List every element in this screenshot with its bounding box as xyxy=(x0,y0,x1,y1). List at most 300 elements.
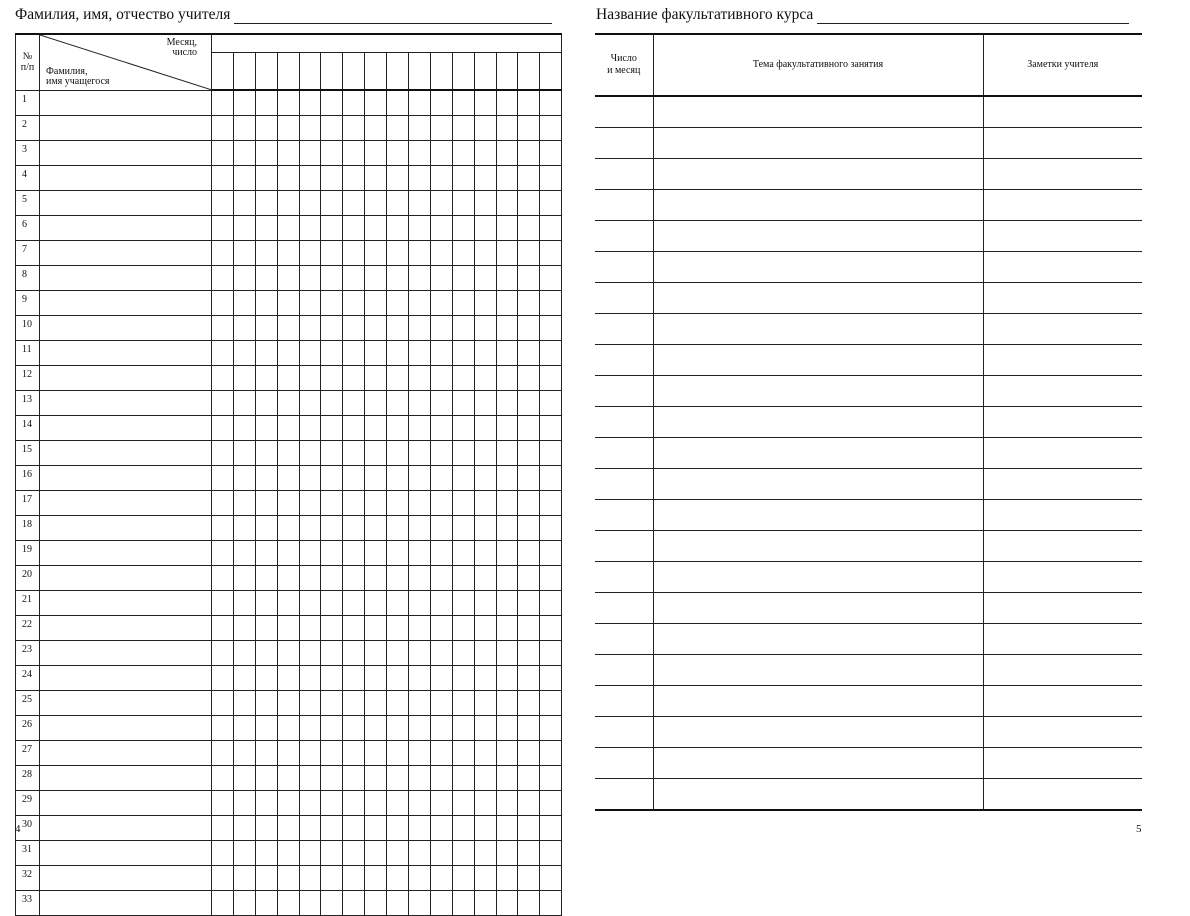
teacher-notes-cell[interactable] xyxy=(983,562,1142,593)
student-name-cell[interactable] xyxy=(40,140,212,165)
attendance-cell[interactable] xyxy=(277,790,299,815)
attendance-cell[interactable] xyxy=(277,540,299,565)
attendance-cell[interactable] xyxy=(233,315,255,340)
lesson-topic-cell[interactable] xyxy=(653,376,983,407)
attendance-cell[interactable] xyxy=(212,265,234,290)
attendance-cell[interactable] xyxy=(474,115,496,140)
student-name-cell[interactable] xyxy=(40,265,212,290)
attendance-cell[interactable] xyxy=(343,290,365,315)
attendance-cell[interactable] xyxy=(321,565,343,590)
attendance-cell[interactable] xyxy=(518,740,540,765)
lesson-date-cell[interactable] xyxy=(595,531,653,562)
attendance-cell[interactable] xyxy=(277,265,299,290)
attendance-cell[interactable] xyxy=(299,515,321,540)
attendance-cell[interactable] xyxy=(343,640,365,665)
attendance-cell[interactable] xyxy=(299,765,321,790)
attendance-cell[interactable] xyxy=(409,590,431,615)
attendance-cell[interactable] xyxy=(430,315,452,340)
attendance-cell[interactable] xyxy=(321,515,343,540)
lesson-date-cell[interactable] xyxy=(595,655,653,686)
attendance-cell[interactable] xyxy=(212,240,234,265)
attendance-cell[interactable] xyxy=(233,290,255,315)
attendance-cell[interactable] xyxy=(277,215,299,240)
student-name-cell[interactable] xyxy=(40,490,212,515)
attendance-cell[interactable] xyxy=(387,265,409,290)
attendance-cell[interactable] xyxy=(409,290,431,315)
attendance-cell[interactable] xyxy=(540,415,562,440)
attendance-cell[interactable] xyxy=(212,790,234,815)
attendance-cell[interactable] xyxy=(343,840,365,865)
lesson-topic-cell[interactable] xyxy=(653,345,983,376)
attendance-cell[interactable] xyxy=(540,390,562,415)
attendance-cell[interactable] xyxy=(365,865,387,890)
attendance-cell[interactable] xyxy=(212,140,234,165)
attendance-cell[interactable] xyxy=(474,515,496,540)
attendance-cell[interactable] xyxy=(299,215,321,240)
attendance-cell[interactable] xyxy=(496,690,518,715)
attendance-cell[interactable] xyxy=(387,815,409,840)
student-name-cell[interactable] xyxy=(40,615,212,640)
attendance-cell[interactable] xyxy=(518,440,540,465)
attendance-cell[interactable] xyxy=(409,640,431,665)
attendance-cell[interactable] xyxy=(496,865,518,890)
student-name-cell[interactable] xyxy=(40,390,212,415)
attendance-cell[interactable] xyxy=(277,840,299,865)
attendance-cell[interactable] xyxy=(518,315,540,340)
attendance-cell[interactable] xyxy=(277,415,299,440)
attendance-cell[interactable] xyxy=(540,240,562,265)
attendance-cell[interactable] xyxy=(540,440,562,465)
teacher-notes-cell[interactable] xyxy=(983,283,1142,314)
attendance-cell[interactable] xyxy=(496,215,518,240)
attendance-cell[interactable] xyxy=(343,140,365,165)
attendance-cell[interactable] xyxy=(233,240,255,265)
attendance-cell[interactable] xyxy=(474,815,496,840)
student-name-cell[interactable] xyxy=(40,415,212,440)
attendance-cell[interactable] xyxy=(321,615,343,640)
attendance-cell[interactable] xyxy=(321,640,343,665)
attendance-cell[interactable] xyxy=(496,790,518,815)
attendance-cell[interactable] xyxy=(365,590,387,615)
teacher-notes-cell[interactable] xyxy=(983,469,1142,500)
attendance-cell[interactable] xyxy=(409,415,431,440)
date-header-cell[interactable] xyxy=(277,53,299,91)
attendance-cell[interactable] xyxy=(540,865,562,890)
attendance-cell[interactable] xyxy=(255,590,277,615)
attendance-cell[interactable] xyxy=(430,815,452,840)
attendance-cell[interactable] xyxy=(255,315,277,340)
attendance-cell[interactable] xyxy=(212,690,234,715)
attendance-cell[interactable] xyxy=(255,565,277,590)
attendance-cell[interactable] xyxy=(518,465,540,490)
attendance-cell[interactable] xyxy=(540,215,562,240)
attendance-cell[interactable] xyxy=(496,465,518,490)
attendance-cell[interactable] xyxy=(321,115,343,140)
attendance-cell[interactable] xyxy=(387,790,409,815)
attendance-cell[interactable] xyxy=(496,315,518,340)
attendance-cell[interactable] xyxy=(365,740,387,765)
attendance-cell[interactable] xyxy=(255,440,277,465)
attendance-cell[interactable] xyxy=(277,815,299,840)
attendance-cell[interactable] xyxy=(255,890,277,915)
attendance-cell[interactable] xyxy=(452,115,474,140)
attendance-cell[interactable] xyxy=(452,690,474,715)
date-header-cell[interactable] xyxy=(540,53,562,91)
attendance-cell[interactable] xyxy=(255,290,277,315)
attendance-cell[interactable] xyxy=(343,665,365,690)
attendance-cell[interactable] xyxy=(233,765,255,790)
attendance-cell[interactable] xyxy=(233,590,255,615)
attendance-cell[interactable] xyxy=(299,890,321,915)
attendance-cell[interactable] xyxy=(409,440,431,465)
attendance-cell[interactable] xyxy=(343,90,365,115)
attendance-cell[interactable] xyxy=(233,265,255,290)
student-name-cell[interactable] xyxy=(40,790,212,815)
attendance-cell[interactable] xyxy=(452,165,474,190)
attendance-cell[interactable] xyxy=(430,140,452,165)
attendance-cell[interactable] xyxy=(365,165,387,190)
attendance-cell[interactable] xyxy=(321,265,343,290)
attendance-cell[interactable] xyxy=(343,465,365,490)
attendance-cell[interactable] xyxy=(387,365,409,390)
attendance-cell[interactable] xyxy=(299,590,321,615)
attendance-cell[interactable] xyxy=(387,715,409,740)
student-name-cell[interactable] xyxy=(40,440,212,465)
date-header-cell[interactable] xyxy=(452,53,474,91)
attendance-cell[interactable] xyxy=(299,390,321,415)
attendance-cell[interactable] xyxy=(474,740,496,765)
attendance-cell[interactable] xyxy=(343,740,365,765)
attendance-cell[interactable] xyxy=(452,615,474,640)
attendance-cell[interactable] xyxy=(233,815,255,840)
attendance-cell[interactable] xyxy=(387,690,409,715)
attendance-cell[interactable] xyxy=(474,465,496,490)
attendance-cell[interactable] xyxy=(452,590,474,615)
attendance-cell[interactable] xyxy=(452,315,474,340)
attendance-cell[interactable] xyxy=(299,265,321,290)
attendance-cell[interactable] xyxy=(299,690,321,715)
attendance-cell[interactable] xyxy=(496,815,518,840)
attendance-cell[interactable] xyxy=(212,215,234,240)
attendance-cell[interactable] xyxy=(430,590,452,615)
attendance-cell[interactable] xyxy=(452,765,474,790)
attendance-cell[interactable] xyxy=(233,615,255,640)
attendance-cell[interactable] xyxy=(474,390,496,415)
attendance-cell[interactable] xyxy=(409,215,431,240)
attendance-cell[interactable] xyxy=(212,390,234,415)
attendance-cell[interactable] xyxy=(474,365,496,390)
attendance-cell[interactable] xyxy=(518,490,540,515)
attendance-cell[interactable] xyxy=(212,490,234,515)
attendance-cell[interactable] xyxy=(255,740,277,765)
attendance-cell[interactable] xyxy=(255,340,277,365)
attendance-cell[interactable] xyxy=(343,190,365,215)
attendance-cell[interactable] xyxy=(430,440,452,465)
attendance-cell[interactable] xyxy=(518,565,540,590)
lesson-date-cell[interactable] xyxy=(595,562,653,593)
student-name-cell[interactable] xyxy=(40,215,212,240)
attendance-cell[interactable] xyxy=(540,490,562,515)
student-name-cell[interactable] xyxy=(40,590,212,615)
attendance-cell[interactable] xyxy=(518,665,540,690)
attendance-cell[interactable] xyxy=(299,440,321,465)
attendance-cell[interactable] xyxy=(496,390,518,415)
attendance-cell[interactable] xyxy=(430,540,452,565)
attendance-cell[interactable] xyxy=(430,415,452,440)
attendance-cell[interactable] xyxy=(365,615,387,640)
attendance-cell[interactable] xyxy=(452,515,474,540)
student-name-cell[interactable] xyxy=(40,515,212,540)
attendance-cell[interactable] xyxy=(474,315,496,340)
attendance-cell[interactable] xyxy=(321,340,343,365)
student-name-cell[interactable] xyxy=(40,740,212,765)
attendance-cell[interactable] xyxy=(212,890,234,915)
date-header-cell[interactable] xyxy=(409,53,431,91)
attendance-cell[interactable] xyxy=(212,740,234,765)
attendance-cell[interactable] xyxy=(540,840,562,865)
attendance-cell[interactable] xyxy=(387,640,409,665)
attendance-cell[interactable] xyxy=(540,365,562,390)
lesson-date-cell[interactable] xyxy=(595,686,653,717)
attendance-cell[interactable] xyxy=(365,540,387,565)
attendance-cell[interactable] xyxy=(452,815,474,840)
lesson-topic-cell[interactable] xyxy=(653,624,983,655)
attendance-cell[interactable] xyxy=(496,565,518,590)
attendance-cell[interactable] xyxy=(255,465,277,490)
attendance-cell[interactable] xyxy=(452,865,474,890)
attendance-cell[interactable] xyxy=(387,490,409,515)
attendance-cell[interactable] xyxy=(365,190,387,215)
attendance-cell[interactable] xyxy=(496,115,518,140)
attendance-cell[interactable] xyxy=(518,115,540,140)
attendance-cell[interactable] xyxy=(387,765,409,790)
teacher-notes-cell[interactable] xyxy=(983,407,1142,438)
lesson-topic-cell[interactable] xyxy=(653,407,983,438)
attendance-cell[interactable] xyxy=(321,90,343,115)
attendance-cell[interactable] xyxy=(409,765,431,790)
lesson-topic-cell[interactable] xyxy=(653,500,983,531)
attendance-cell[interactable] xyxy=(365,390,387,415)
attendance-cell[interactable] xyxy=(299,290,321,315)
date-header-cell[interactable] xyxy=(343,53,365,91)
attendance-cell[interactable] xyxy=(387,215,409,240)
attendance-cell[interactable] xyxy=(321,740,343,765)
attendance-cell[interactable] xyxy=(299,565,321,590)
lesson-date-cell[interactable] xyxy=(595,128,653,159)
attendance-cell[interactable] xyxy=(430,890,452,915)
attendance-cell[interactable] xyxy=(430,290,452,315)
attendance-cell[interactable] xyxy=(255,140,277,165)
attendance-cell[interactable] xyxy=(474,140,496,165)
attendance-cell[interactable] xyxy=(255,540,277,565)
attendance-cell[interactable] xyxy=(343,440,365,465)
attendance-cell[interactable] xyxy=(343,240,365,265)
attendance-cell[interactable] xyxy=(255,840,277,865)
date-header-cell[interactable] xyxy=(321,53,343,91)
attendance-cell[interactable] xyxy=(474,290,496,315)
attendance-cell[interactable] xyxy=(409,815,431,840)
attendance-cell[interactable] xyxy=(299,815,321,840)
attendance-cell[interactable] xyxy=(496,515,518,540)
attendance-cell[interactable] xyxy=(233,740,255,765)
attendance-cell[interactable] xyxy=(255,865,277,890)
attendance-cell[interactable] xyxy=(540,790,562,815)
attendance-cell[interactable] xyxy=(474,490,496,515)
teacher-notes-cell[interactable] xyxy=(983,748,1142,779)
attendance-cell[interactable] xyxy=(518,590,540,615)
attendance-cell[interactable] xyxy=(365,715,387,740)
attendance-cell[interactable] xyxy=(518,415,540,440)
attendance-cell[interactable] xyxy=(343,690,365,715)
attendance-cell[interactable] xyxy=(430,690,452,715)
attendance-cell[interactable] xyxy=(409,715,431,740)
attendance-cell[interactable] xyxy=(212,865,234,890)
attendance-cell[interactable] xyxy=(496,740,518,765)
attendance-cell[interactable] xyxy=(365,290,387,315)
attendance-cell[interactable] xyxy=(365,115,387,140)
attendance-cell[interactable] xyxy=(212,840,234,865)
attendance-cell[interactable] xyxy=(409,190,431,215)
attendance-cell[interactable] xyxy=(540,740,562,765)
attendance-cell[interactable] xyxy=(277,390,299,415)
attendance-cell[interactable] xyxy=(518,190,540,215)
attendance-cell[interactable] xyxy=(518,765,540,790)
attendance-cell[interactable] xyxy=(430,115,452,140)
attendance-cell[interactable] xyxy=(540,140,562,165)
attendance-cell[interactable] xyxy=(255,165,277,190)
student-name-cell[interactable] xyxy=(40,665,212,690)
attendance-cell[interactable] xyxy=(321,190,343,215)
attendance-cell[interactable] xyxy=(474,890,496,915)
attendance-cell[interactable] xyxy=(430,240,452,265)
attendance-cell[interactable] xyxy=(277,240,299,265)
attendance-cell[interactable] xyxy=(387,415,409,440)
date-header-cell[interactable] xyxy=(496,53,518,91)
attendance-cell[interactable] xyxy=(255,715,277,740)
attendance-cell[interactable] xyxy=(365,315,387,340)
attendance-cell[interactable] xyxy=(387,315,409,340)
attendance-cell[interactable] xyxy=(409,240,431,265)
lesson-date-cell[interactable] xyxy=(595,159,653,190)
attendance-cell[interactable] xyxy=(321,865,343,890)
attendance-cell[interactable] xyxy=(496,615,518,640)
student-name-cell[interactable] xyxy=(40,90,212,115)
attendance-cell[interactable] xyxy=(496,665,518,690)
attendance-cell[interactable] xyxy=(430,865,452,890)
student-name-cell[interactable] xyxy=(40,340,212,365)
attendance-cell[interactable] xyxy=(496,590,518,615)
attendance-cell[interactable] xyxy=(299,90,321,115)
attendance-cell[interactable] xyxy=(540,90,562,115)
teacher-notes-cell[interactable] xyxy=(983,345,1142,376)
attendance-cell[interactable] xyxy=(299,790,321,815)
attendance-cell[interactable] xyxy=(518,815,540,840)
attendance-cell[interactable] xyxy=(212,190,234,215)
attendance-cell[interactable] xyxy=(452,740,474,765)
attendance-cell[interactable] xyxy=(255,490,277,515)
date-header-cell[interactable] xyxy=(518,53,540,91)
attendance-cell[interactable] xyxy=(430,840,452,865)
attendance-cell[interactable] xyxy=(452,465,474,490)
attendance-cell[interactable] xyxy=(233,415,255,440)
attendance-cell[interactable] xyxy=(255,790,277,815)
student-name-cell[interactable] xyxy=(40,465,212,490)
attendance-cell[interactable] xyxy=(518,365,540,390)
attendance-cell[interactable] xyxy=(321,790,343,815)
attendance-cell[interactable] xyxy=(409,165,431,190)
attendance-cell[interactable] xyxy=(387,440,409,465)
lesson-topic-cell[interactable] xyxy=(653,128,983,159)
attendance-cell[interactable] xyxy=(409,690,431,715)
lesson-topic-cell[interactable] xyxy=(653,159,983,190)
attendance-cell[interactable] xyxy=(277,665,299,690)
attendance-cell[interactable] xyxy=(255,390,277,415)
attendance-cell[interactable] xyxy=(474,240,496,265)
attendance-cell[interactable] xyxy=(343,865,365,890)
attendance-cell[interactable] xyxy=(387,240,409,265)
attendance-cell[interactable] xyxy=(343,390,365,415)
attendance-cell[interactable] xyxy=(540,515,562,540)
attendance-cell[interactable] xyxy=(343,115,365,140)
teacher-notes-cell[interactable] xyxy=(983,593,1142,624)
attendance-cell[interactable] xyxy=(430,565,452,590)
attendance-cell[interactable] xyxy=(430,665,452,690)
lesson-topic-cell[interactable] xyxy=(653,593,983,624)
attendance-cell[interactable] xyxy=(212,515,234,540)
attendance-cell[interactable] xyxy=(496,640,518,665)
lesson-topic-cell[interactable] xyxy=(653,314,983,345)
attendance-cell[interactable] xyxy=(321,465,343,490)
attendance-cell[interactable] xyxy=(277,165,299,190)
attendance-cell[interactable] xyxy=(365,90,387,115)
attendance-cell[interactable] xyxy=(452,715,474,740)
attendance-cell[interactable] xyxy=(452,265,474,290)
attendance-cell[interactable] xyxy=(387,90,409,115)
teacher-notes-cell[interactable] xyxy=(983,221,1142,252)
attendance-cell[interactable] xyxy=(365,890,387,915)
attendance-cell[interactable] xyxy=(343,415,365,440)
attendance-cell[interactable] xyxy=(518,790,540,815)
attendance-cell[interactable] xyxy=(277,465,299,490)
lesson-date-cell[interactable] xyxy=(595,407,653,438)
attendance-cell[interactable] xyxy=(518,715,540,740)
student-name-cell[interactable] xyxy=(40,190,212,215)
attendance-cell[interactable] xyxy=(409,465,431,490)
attendance-cell[interactable] xyxy=(343,540,365,565)
attendance-cell[interactable] xyxy=(387,165,409,190)
attendance-cell[interactable] xyxy=(387,140,409,165)
attendance-cell[interactable] xyxy=(299,490,321,515)
attendance-cell[interactable] xyxy=(212,90,234,115)
lesson-date-cell[interactable] xyxy=(595,500,653,531)
attendance-cell[interactable] xyxy=(233,565,255,590)
attendance-cell[interactable] xyxy=(496,840,518,865)
attendance-cell[interactable] xyxy=(430,190,452,215)
attendance-cell[interactable] xyxy=(409,490,431,515)
student-name-cell[interactable] xyxy=(40,240,212,265)
lesson-date-cell[interactable] xyxy=(595,376,653,407)
attendance-cell[interactable] xyxy=(474,190,496,215)
attendance-cell[interactable] xyxy=(409,615,431,640)
teacher-notes-cell[interactable] xyxy=(983,624,1142,655)
attendance-cell[interactable] xyxy=(452,540,474,565)
attendance-cell[interactable] xyxy=(343,590,365,615)
attendance-cell[interactable] xyxy=(430,715,452,740)
attendance-cell[interactable] xyxy=(540,640,562,665)
attendance-cell[interactable] xyxy=(299,715,321,740)
attendance-cell[interactable] xyxy=(343,490,365,515)
attendance-cell[interactable] xyxy=(518,890,540,915)
